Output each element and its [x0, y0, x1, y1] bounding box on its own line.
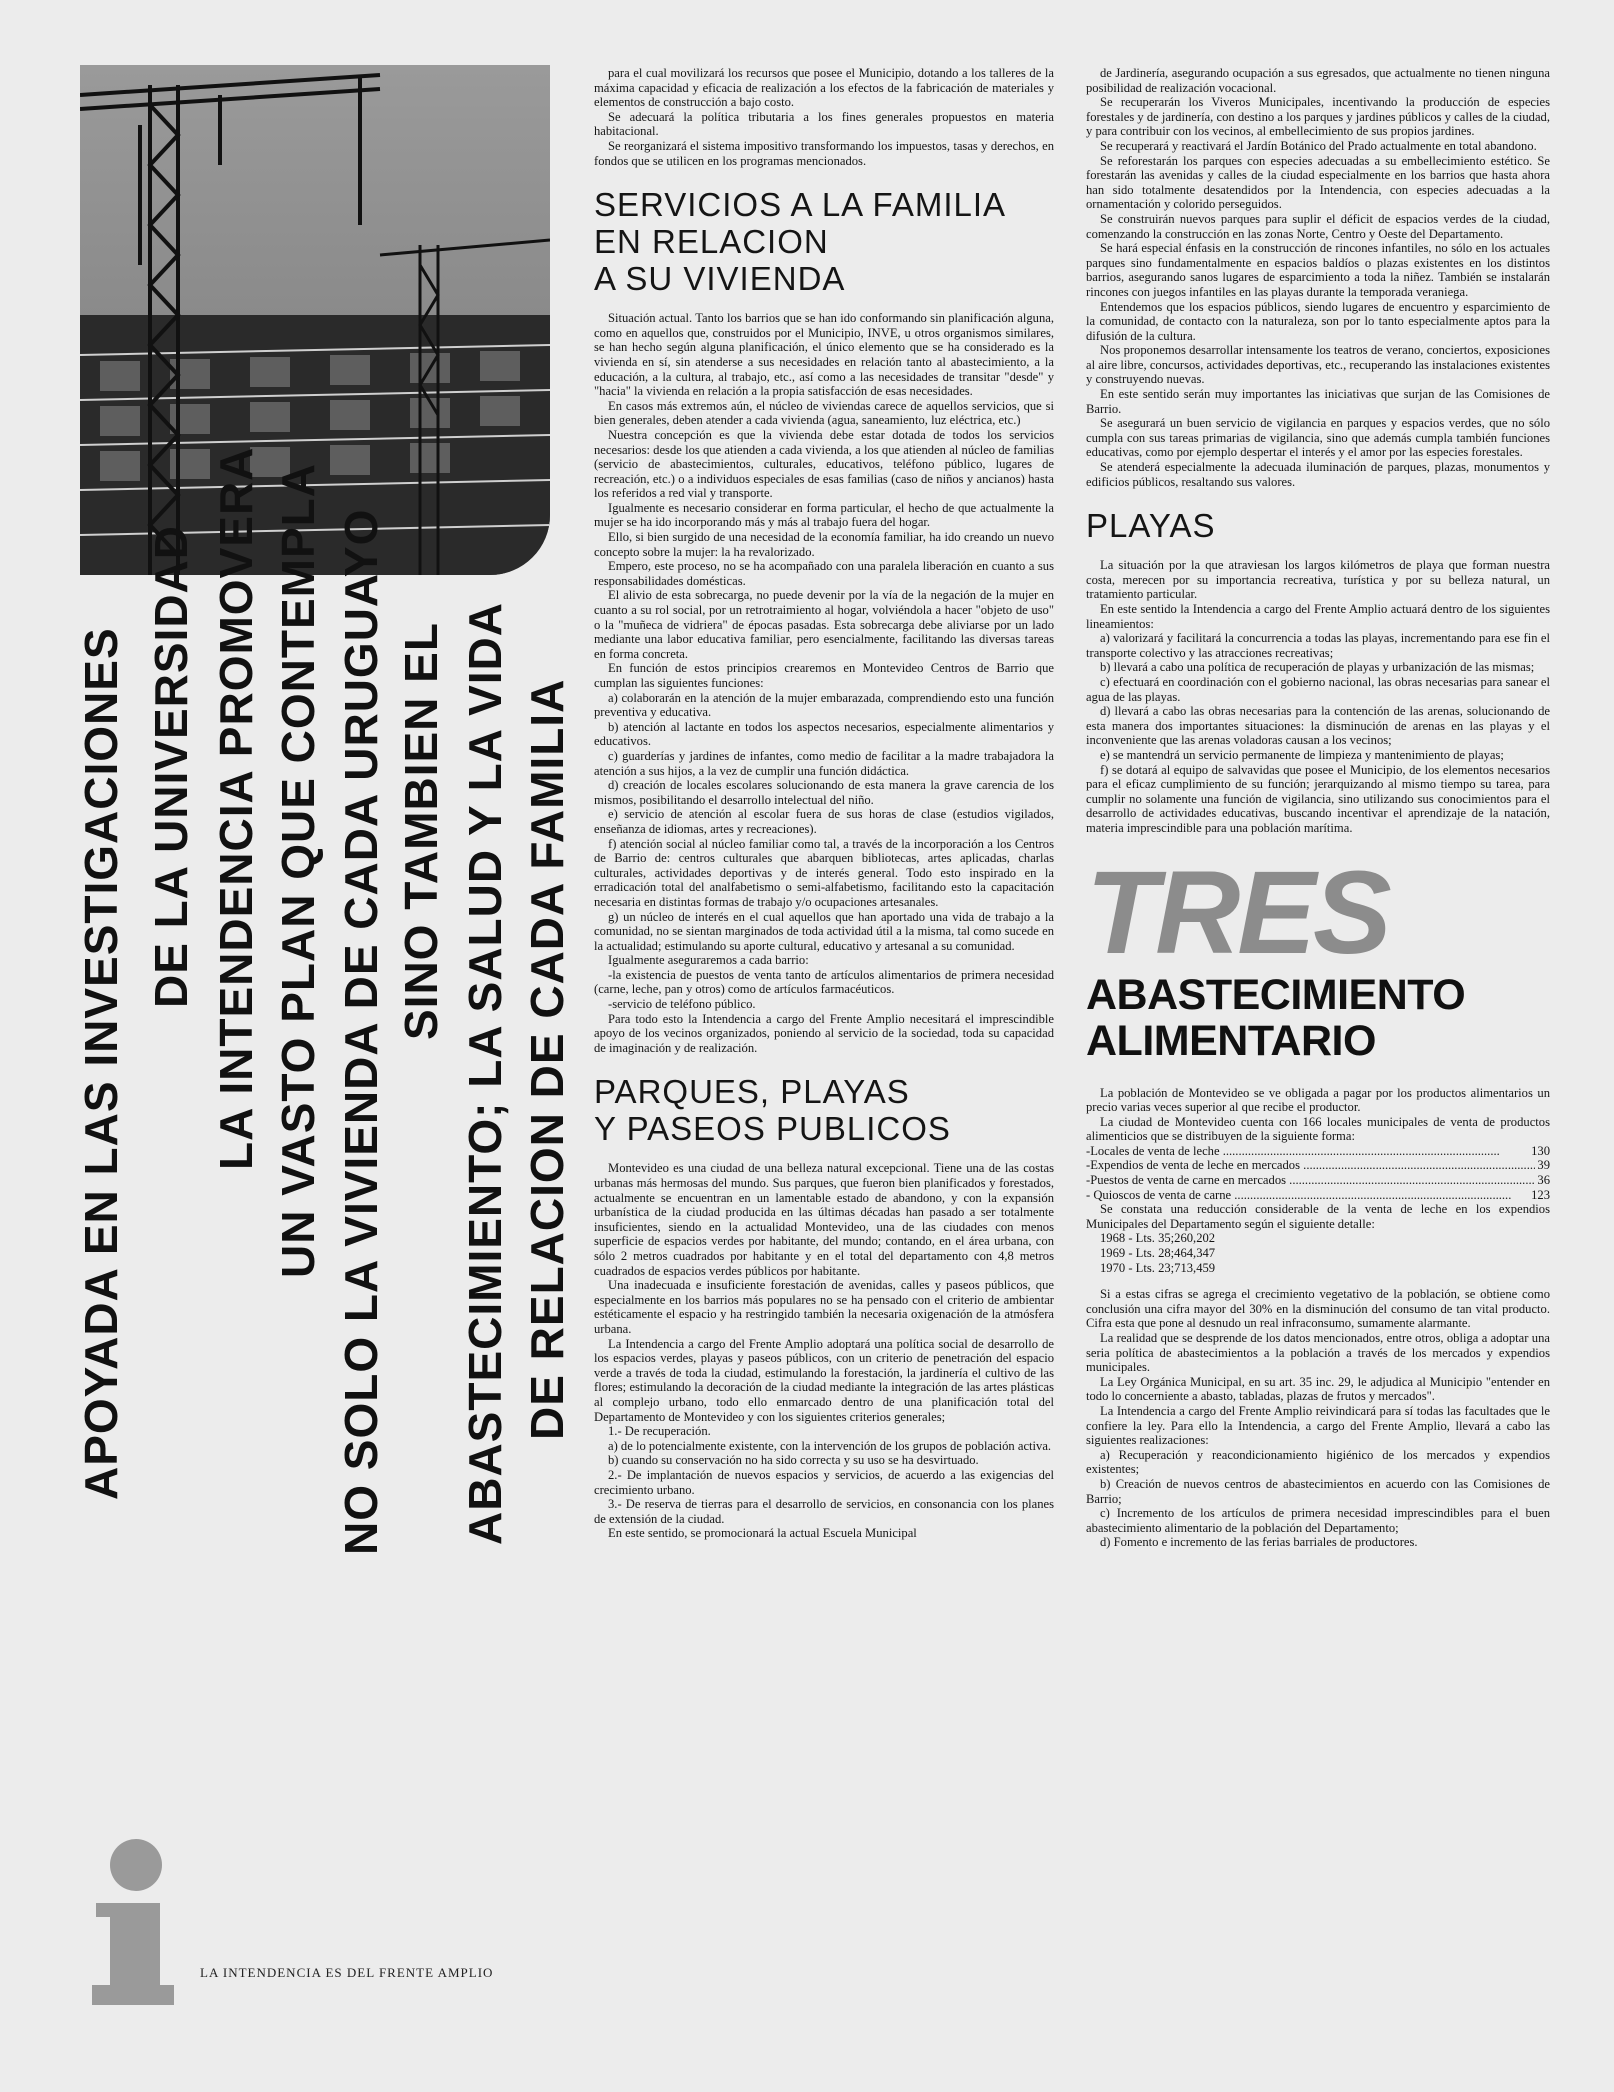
paragraph: Se recuperarán los Viveros Municipales, incentivando la producción de especies forestales y de jardinería, con destino a los parques y jardines públicos y calles de la ciudad, y para contribuir con los vecinos, al embellecimiento de sus propios jardines.: [1086, 95, 1550, 139]
milk-sales-years: 1968 - Lts. 35;260,202 1969 - Lts. 28;464,347 1970 - Lts. 23;713,459: [1100, 1231, 1216, 1275]
paragraph: -la existencia de puestos de venta tanto de artículos alimentarios de primera necesidad (carne, leche, pan y otros) como de artículos farmacéuticos.: [594, 967, 1054, 997]
section-heading-parques: PARQUES, PLAYAS Y PASEOS PUBLICOS: [594, 1073, 951, 1148]
paragraph: d) llevará a cabo las obras necesarias para la contención de las arenas, solucionando de esta manera dos importantes situaciones: la disminución de arenas en las playas y el inconveniente que las arenas voladoras causan a los vecinos;: [1086, 704, 1550, 748]
paragraph: Entendemos que los espacios públicos, siendo lugares de encuentro y esparcimiento de la comunidad, de contacto con la naturaleza, son por lo tanto especialmente aptos para la difusión de la cultura.: [1086, 299, 1550, 343]
paragraph: Se reorganizará el sistema impositivo transformando los impuestos, tasas y derechos, en fondos que se utilicen en los programas mencionados.: [594, 138, 1054, 168]
paragraph: a) valorizará y facilitará la concurrencia a todas las playas, incrementando para ese fin el transporte colectivo y las atracciones recreativas;: [1086, 631, 1550, 660]
footer-slogan: LA INTENDENCIA ES DEL FRENTE AMPLIO: [200, 1965, 494, 1980]
paragraph: c) efectuará en coordinación con el gobierno nacional, las obras necesarias para sanear el agua de las playas.: [1086, 674, 1550, 704]
paragraph: para el cual movilizará los recursos que posee el Municipio, dotando a los talleres de la máxima capacidad y eficacia de realización a los efectos de la fabricación de materiales y elementos de construcción a bajo costo.: [594, 66, 1054, 110]
column-1: [594, 66, 1054, 1986]
paragraph: f) se dotará al equipo de salvavidas que posee el Municipio, de los elementos necesarios para el eficaz cumplimiento de su función; jerarquizando al mismo tiempo su tarea, para cumplir no solamente una función de vigilancia, sino utilizando sus conocimientos para el desarrollo de actividades educativas, buscando incentivar el aprendizaje de la natación, materia imprescindible para una población marítima.: [1086, 762, 1550, 835]
paragraph: 3.- De reserva de tierras para el desarrollo de servicios, en consonancia con los planes de extensión de la ciudad.: [594, 1497, 1054, 1526]
paragraph: En este sentido serán muy importantes las iniciativas que surjan de las Comisiones de Barrio.: [1086, 387, 1550, 416]
paragraph: Se hará especial énfasis en la construcción de rincones infantiles, no sólo en los actuales parques sino fundamentalmente en espacios baldíos o plazas existentes en los distintos barrios, asegurando sanos lugares de esparcimiento a toda la niñez. También se instalarán rincones con juegos infantiles en las playas durante la temporada veraniega.: [1086, 241, 1550, 299]
paragraph: f) atención social al núcleo familiar como tal, a través de la incorporación a los Centros de Barrio de: centros culturales que abarquen bibliotecas, artes aplicadas, charlas culturales, actividades deportivas y de interés general. Todo esto inspirado en la erradicación total del analfabetismo o semi-alfabetismo, facilitando esto la capacitación necesaria en distintas formas de trabajo y/o ocupaciones artesanales.: [594, 836, 1054, 909]
paragraph: Se asegurará un buen servicio de vigilancia en parques y espacios verdes, que no sólo cumpla con sus tareas primarias de vigilancia, sino que además cumpla también funciones educativas, como por ejemplo despertar el interés y el amor por las especies forestales.: [1086, 416, 1550, 460]
section-heading-playas: PLAYAS: [1086, 507, 1216, 545]
paragraph: La población de Montevideo se ve obligada a pagar por los productos alimentarios un precio varias veces superior al que recibe el productor.: [1086, 1085, 1550, 1115]
letter-i-icon: [88, 1835, 178, 2010]
paragraph: Igualmente es necesario considerar en forma particular, el hecho de que actualmente la mujer se ha ido incorporando más y más al trabajo fuera del hogar.: [594, 500, 1054, 530]
paragraph: a) Recuperación y reacondicionamiento higiénico de los mercados y expendios existentes;: [1086, 1447, 1550, 1477]
paragraph: La Intendencia a cargo del Frente Amplio adoptará una política social de desarrollo de los espacios verdes, playas y paseos públicos, con un criterio de penetración del espacio verde a través de toda la ciudad, estimulando la forestación, la jardinería el cultivo de las flores; estimulando la decoración de la ciudad mediante la integración de las artes plásticas al complejo urbano, todo ello enmarcado dentro de una planificación total del Departamento de Montevideo y con los siguientes criterios generales;: [594, 1336, 1054, 1424]
paragraph: Se atenderá especialmente la adecuada iluminación de parques, plazas, monumentos y edificios públicos, resaltando sus valores.: [1086, 460, 1550, 489]
paragraph: d) creación de locales escolares solucionando de esta manera la grave carencia de los mismos, posibilitando el desarrollo intelectual del niño.: [594, 778, 1054, 807]
paragraph: 1.- De recuperación.: [608, 1424, 711, 1439]
headline-line-7: ABASTECIMIENTO; LA SALUD Y LA VIDA: [459, 602, 511, 1545]
paragraph: Nos proponemos desarrollar intensamente los teatros de verano, conciertos, exposiciones al aire libre, concursos, actividades deportivas, etc., recuperando las instalaciones existentes y construyendo nuevas.: [1086, 343, 1550, 387]
paragraph: La situación por la que atraviesan los largos kilómetros de playa que forman nuestra costa, merecen por su importancia recreativa, turística y por su belleza natural, un tratamiento particular.: [1086, 558, 1550, 602]
paragraph: Montevideo es una ciudad de una belleza natural excepcional. Tiene una de las costas urbanas más hermosas del mundo. Sus parques, que fueron bien planificados y forestados, actualmente se encuentran en un lamentable estado de abandono, y con la expansión urbanística de la ciudad producida en las últimas décadas han pasado a ser totalmente insuficientes, siendo en la actualidad Montevideo, una de las ciudades con menos superficie de espacios verdes por habitante, del mundo; contando, en el área urbana, con sólo 2 metros cuadrados por habitante y en el total del departamento con 4,8 metros cuadrados de espacios verdes públicos por habitante.: [594, 1161, 1054, 1278]
paragraph: c) guarderías y jardines de infantes, como medio de facilitar a la madre trabajadora la atención a sus hijos, a la vez de cumplir una función didáctica.: [594, 748, 1054, 778]
paragraph: 2.- De implantación de nuevos espacios y servicios, de acuerdo a las exigencias del crecimiento urbano.: [594, 1467, 1054, 1497]
paragraph: La ciudad de Montevideo cuenta con 166 locales municipales de venta de productos alimenticios que se distribuyen de la siguiente forma:: [1086, 1114, 1550, 1144]
paragraph: Se recuperará y reactivará el Jardín Botánico del Prado actualmente en total abandono.: [1100, 138, 1537, 153]
headline-line-6: SINO TAMBIEN EL: [395, 622, 447, 1040]
paragraph: Una inadecuada e insuficiente forestación de avenidas, calles y paseos públicos, que especialmente en los barrios más populares no se ha pensado con el criterio de ambientar estéticamente el espacio y ha restringido también la necesaria oxigenación de la atmósfera urbana.: [594, 1278, 1054, 1336]
section-number-tres: TRES: [1086, 846, 1389, 979]
list-item: -Puestos de venta de carne en mercados ..... 36: [1086, 1173, 1550, 1188]
paragraph: Empero, este proceso, no se ha acompañado con una paralela liberación en cuanto a sus responsabilidades domésticas.: [594, 559, 1054, 588]
paragraph: Situación actual. Tanto los barrios que se han ido conformando sin planificación alguna, como en aquellos que, construidos por el Municipio, INVE, u otros organismos similares, se han hecho según alguna planificación, el único elemento que se ha considerado es la vivienda en sí, sin atenderse a sus necesidades en relación tanto al abastecimiento, a la educación, a la cultura, al trabajo, etc., así como a las necesidades de transitar "desde" y "hacia" la vivienda en relación a la propia satisfacción de esas necesidades.: [594, 311, 1054, 399]
list-item: -Locales de venta de leche ..... 130: [1086, 1144, 1550, 1159]
headline-line-2: DE LA UNIVERSIDAD: [145, 525, 197, 1008]
paragraph: Si a estas cifras se agrega el crecimiento vegetativo de la población, se obtiene como conclusión una cifra mayor del 30% en la disminución del consumo de tan vital producto. Cifra esta que pone al desnudo un real infraconsumo, sumamente alarmante.: [1086, 1287, 1550, 1331]
info-letter-logo: [88, 1835, 178, 2010]
paragraph: Nuestra concepción es que la vivienda debe estar dotada de todos los servicios necesarios: desde los que atienden a cada vivienda, a los que atienden al núcleo de familias (servicio de abastecimientos, culturales, educativos, teléfono público, lugares de recreación, etc.) o a individuos especiales de esas familias (caso de niños y ancianos) hasta los referidos a red vial y transporte.: [594, 427, 1054, 501]
paragraph: g) un núcleo de interés en el cual aquellos que han aportado una vida de trabajo a la comunidad, no se sientan marginados de toda actividad útil a la misma, tal como sucede en la actualidad; estimulando su aporte cultural, educativo y artesanal a su comunidad.: [594, 909, 1054, 953]
headline-line-1: APOYADA EN LAS INVESTIGACIONES: [75, 627, 127, 1500]
paragraph: En función de estos principios crearemos en Montevideo Centros de Barrio que cumplan las siguientes funciones:: [594, 661, 1054, 690]
paragraph: Se construirán nuevos parques para suplir el déficit de espacios verdes de la ciudad, comenzando la construcción en las zonas Norte, Centro y Oeste del Departamento.: [1086, 211, 1550, 241]
paragraph: b) cuando su conservación no ha sido correcta y su uso se ha desvirtuado.: [608, 1453, 979, 1468]
section-heading-servicios: SERVICIOS A LA FAMILIA EN RELACION A SU VIVIENDA: [594, 186, 1007, 298]
paragraph: Igualmente aseguraremos a cada barrio:: [608, 953, 809, 968]
paragraph: En este sentido, se promocionará la actual Escuela Municipal: [608, 1526, 917, 1541]
paragraph: Se constata una reducción considerable de la venta de leche en los expendios Municipales del Departamento según el siguiente detalle:: [1086, 1202, 1550, 1231]
headline-line-3: LA INTENDENCIA PROMOVERA: [210, 446, 262, 1170]
paragraph: Se adecuará la política tributaria a los fines generales propuestos en materia habitacional.: [594, 109, 1054, 139]
headline-line-4: UN VASTO PLAN QUE CONTEMPLA: [272, 463, 324, 1278]
paragraph: Para todo esto la Intendencia a cargo del Frente Amplio necesitará el imprescindible apoyo de los vecinos organizados, poniendo al servicio de la sociedad, toda su capacidad de imaginación y de realización.: [594, 1011, 1054, 1055]
paragraph: b) Creación de nuevos centros de abastecimientos en acuerdo con las Comisiones de Barrio;: [1086, 1476, 1550, 1506]
paragraph: e) servicio de atención al escolar fuera de sus horas de clase (estudios vigilados, enseñanza de idiomas, artes y recreaciones).: [594, 807, 1054, 836]
paragraph: La realidad que se desprende de los datos mencionados, entre otros, obliga a adoptar una seria política de abastecimientos a la población a través de los mercados y expendios municipales.: [1086, 1331, 1550, 1375]
list-item: - Quioscos de venta de carne ..... 123: [1086, 1188, 1550, 1203]
headline-line-5: NO SOLO LA VIVIENDA DE CADA URUGUAYO: [335, 508, 387, 1555]
paragraph: Se reforestarán los parques con especies adecuadas a su embellecimiento estético. Se forestarán las avenidas y calles de la ciudad especialmente en los barrios que hasta ahora han sido totalmente desatendidos por la Intendencia, con especies adecuadas a la ornamentación y colorido perseguidos.: [1086, 153, 1550, 212]
paragraph: a) de lo potencialmente existente, con la intervención de los grupos de población activa.: [608, 1438, 1052, 1453]
paragraph: La Ley Orgánica Municipal, en su art. 35 inc. 29, le adjudica al Municipio "entender en todo lo concerniente a abasto, tabladas, plazas de frutos y mercados".: [1086, 1374, 1550, 1404]
paragraph: En este sentido la Intendencia a cargo del Frente Amplio actuará dentro de los siguientes lineamientos:: [1086, 602, 1550, 631]
paragraph: La Intendencia a cargo del Frente Amplio reivindicará para sí todas las facultades que le confiere la ley. Para ello la Intendencia, a cargo del Frente Amplio, llevará a cabo las siguientes realizaciones:: [1086, 1403, 1550, 1448]
paragraph: b) atención al lactante en todos los aspectos necesarios, especialmente alimentarios y educativos.: [594, 719, 1054, 749]
section-heading-abastecimiento: ABASTECIMIENTO ALIMENTARIO: [1086, 970, 1466, 1065]
paragraph: c) Incremento de los artículos de primera necesidad imprescindibles para el buen abastecimiento alimentario de la población del Departamento;: [1086, 1506, 1550, 1535]
paragraph: de Jardinería, asegurando ocupación a sus egresados, que actualmente no tienen ninguna posibilidad de realización vocacional.: [1086, 66, 1550, 95]
locales-list: [1086, 1144, 1550, 1202]
paragraph: a) colaborarán en la atención de la mujer embarazada, comprendiendo esto una función preventiva y educativa.: [594, 690, 1054, 720]
headline-line-8: DE RELACION DE CADA FAMILIA: [521, 678, 573, 1440]
paragraph: -servicio de teléfono público.: [608, 997, 756, 1012]
paragraph: El alivio de esta sobrecarga, no puede devenir por la vía de la negación de la mujer en cuanto a su rol social, por un retrotraimiento al hogar, volviéndola a hacer "objeto de uso" o la "muñeca de vidriera" de épocas pasadas. Esta sobrecarga debe aliviarse por un lado mediante una labor educativa familiar, pero esencialmente, facilitando las diversas tareas en forma concreta.: [594, 588, 1054, 661]
paragraph: e) se mantendrá un servicio permanente de limpieza y mantenimiento de playas;: [1100, 747, 1504, 762]
paragraph: En casos más extremos aún, el núcleo de viviendas carece de aquellos servicios, que si bien generales, deben atender a cada vivienda (agua, saneamiento, luz eléctrica, etc.): [594, 398, 1054, 428]
paragraph: d) Fomento e incremento de las ferias barriales de productores.: [1100, 1535, 1418, 1550]
paragraph: b) llevará a cabo una política de recuperación de playas y urbanización de las mismas;: [1100, 660, 1535, 675]
paragraph: Ello, si bien surgido de una necesidad de la economía familiar, ha ido creando un nuevo concepto sobre la mujer: la ha revalorizado.: [594, 530, 1054, 559]
list-item: -Expendios de venta de leche en mercados ..... 39: [1086, 1158, 1550, 1173]
column-2: [1086, 66, 1550, 2026]
